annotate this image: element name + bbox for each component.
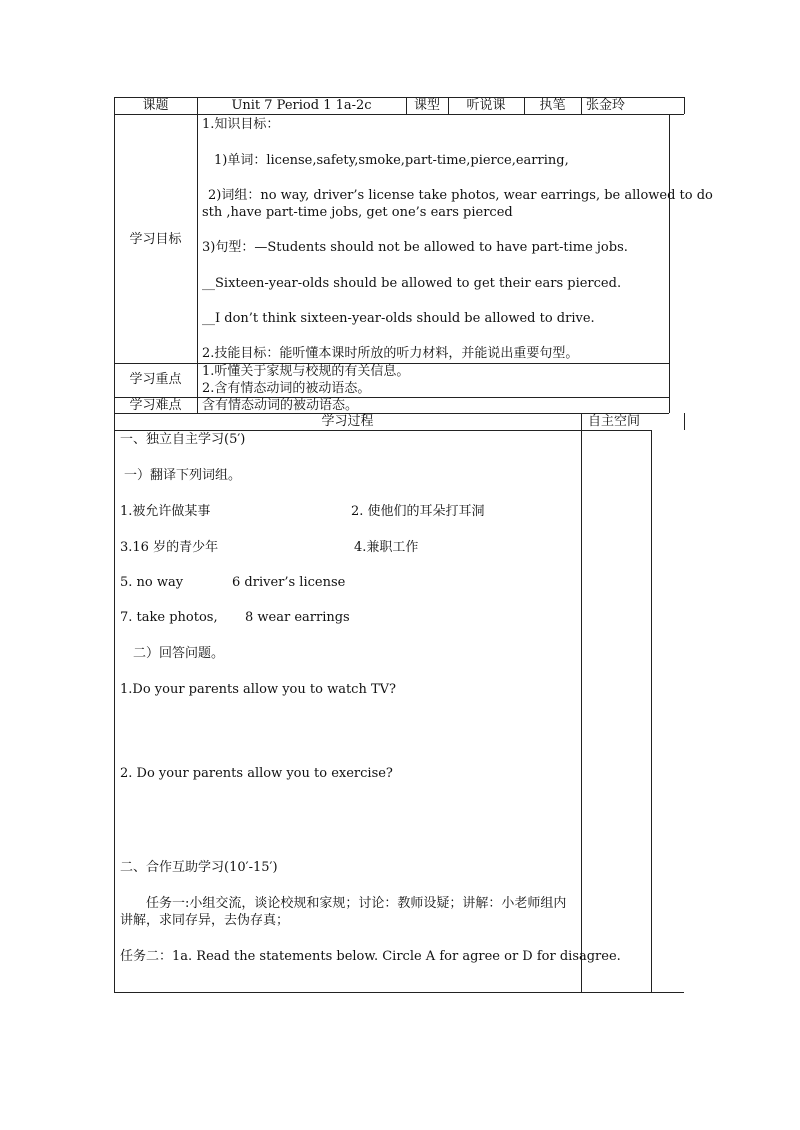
objectives-sentence-2: __Sixteen-year-olds should be allowed to get their ears pierced. bbox=[202, 276, 622, 291]
free-space-label: 自主空间 bbox=[588, 414, 641, 429]
objectives-words: 1)单词：license,safety,smoke,part-time,pierce,earring, bbox=[214, 153, 569, 168]
process-label: 学习过程 bbox=[321, 414, 374, 429]
key-points-line2: 2.含有情态动词的被动语态。 bbox=[202, 381, 371, 396]
lesson-type-value: 听说课 bbox=[466, 98, 506, 113]
table-line-freespace-right bbox=[651, 430, 652, 992]
sub-translate-phrases: 一）翻译下列词组。 bbox=[124, 468, 242, 483]
phrase-item-5: 5. no way bbox=[120, 575, 184, 590]
table-line-right-header bbox=[684, 97, 685, 114]
objectives-skill: 2.技能目标：能听懂本课时所放的听力材料，并能说出重要句型。 bbox=[202, 346, 579, 361]
objectives-sentence-3: __I don’t think sixteen-year-olds should be allowed to drive. bbox=[202, 311, 595, 326]
table-line-header-bottom bbox=[114, 114, 684, 115]
phrase-item-6: 6 driver’s license bbox=[232, 575, 346, 590]
objectives-phrases-line1: 2)词组：no way, driver’s license take photos, wear earrings, be allowed to do bbox=[208, 188, 713, 203]
topic-label: 课题 bbox=[142, 98, 169, 113]
table-line-freespace-col bbox=[581, 413, 582, 992]
section-cooperative-study: 二、合作互助学习(10′-15′) bbox=[120, 860, 278, 875]
difficulty-text: 含有情态动词的被动语态。 bbox=[202, 398, 359, 413]
table-line-author-value-col bbox=[581, 97, 582, 114]
phrase-item-2: 2. 使他们的耳朵打耳洞 bbox=[351, 504, 485, 519]
table-line-process-header-bottom bbox=[114, 430, 651, 431]
table-line-right-tick bbox=[684, 413, 685, 430]
question-2: 2. Do your parents allow you to exercise? bbox=[120, 766, 393, 781]
author-value: 张金玲 bbox=[586, 98, 626, 113]
author-label: 执笔 bbox=[539, 98, 566, 113]
sub-answer-questions: 二）回答问题。 bbox=[133, 646, 225, 661]
question-1: 1.Do your parents allow you to watch TV? bbox=[120, 682, 396, 697]
topic-value: Unit 7 Period 1 1a-2c bbox=[231, 98, 372, 113]
table-line-bottom bbox=[114, 992, 684, 993]
phrase-item-4: 4.兼职工作 bbox=[354, 540, 419, 555]
objectives-phrases-line2: sth ,have part-time jobs, get one’s ears pierced bbox=[202, 205, 513, 220]
table-line-right-body bbox=[669, 114, 670, 413]
task-1-line1: 任务一:小组交流，谈论校规和家规；讨论：教师设疑；讲解：小老师组内 bbox=[146, 896, 567, 911]
objectives-sentences: 3)句型：—Students should not be allowed to have part-time jobs. bbox=[202, 240, 628, 255]
phrase-item-1: 1.被允许做某事 bbox=[120, 504, 211, 519]
section-independent-study: 一、独立自主学习(5′) bbox=[120, 432, 246, 447]
difficulty-label: 学习难点 bbox=[129, 398, 182, 413]
objectives-label: 学习目标 bbox=[129, 232, 182, 247]
task-2: 任务二：1a. Read the statements below. Circle A for agree or D for disagree. bbox=[120, 949, 621, 964]
objectives-knowledge: 1.知识目标： bbox=[202, 117, 280, 132]
phrase-item-8: 8 wear earrings bbox=[245, 610, 350, 625]
phrase-item-3: 3.16 岁的青少年 bbox=[120, 540, 219, 555]
table-line-label-col bbox=[197, 97, 198, 413]
lesson-type-label: 课型 bbox=[413, 98, 440, 113]
phrase-item-7: 7. take photos, bbox=[120, 610, 218, 625]
key-points-line1: 1.听懂关于家规与校规的有关信息。 bbox=[202, 364, 410, 379]
key-points-label: 学习重点 bbox=[129, 372, 182, 387]
task-1-line2: 讲解，求同存异，去伪存真； bbox=[120, 913, 290, 928]
